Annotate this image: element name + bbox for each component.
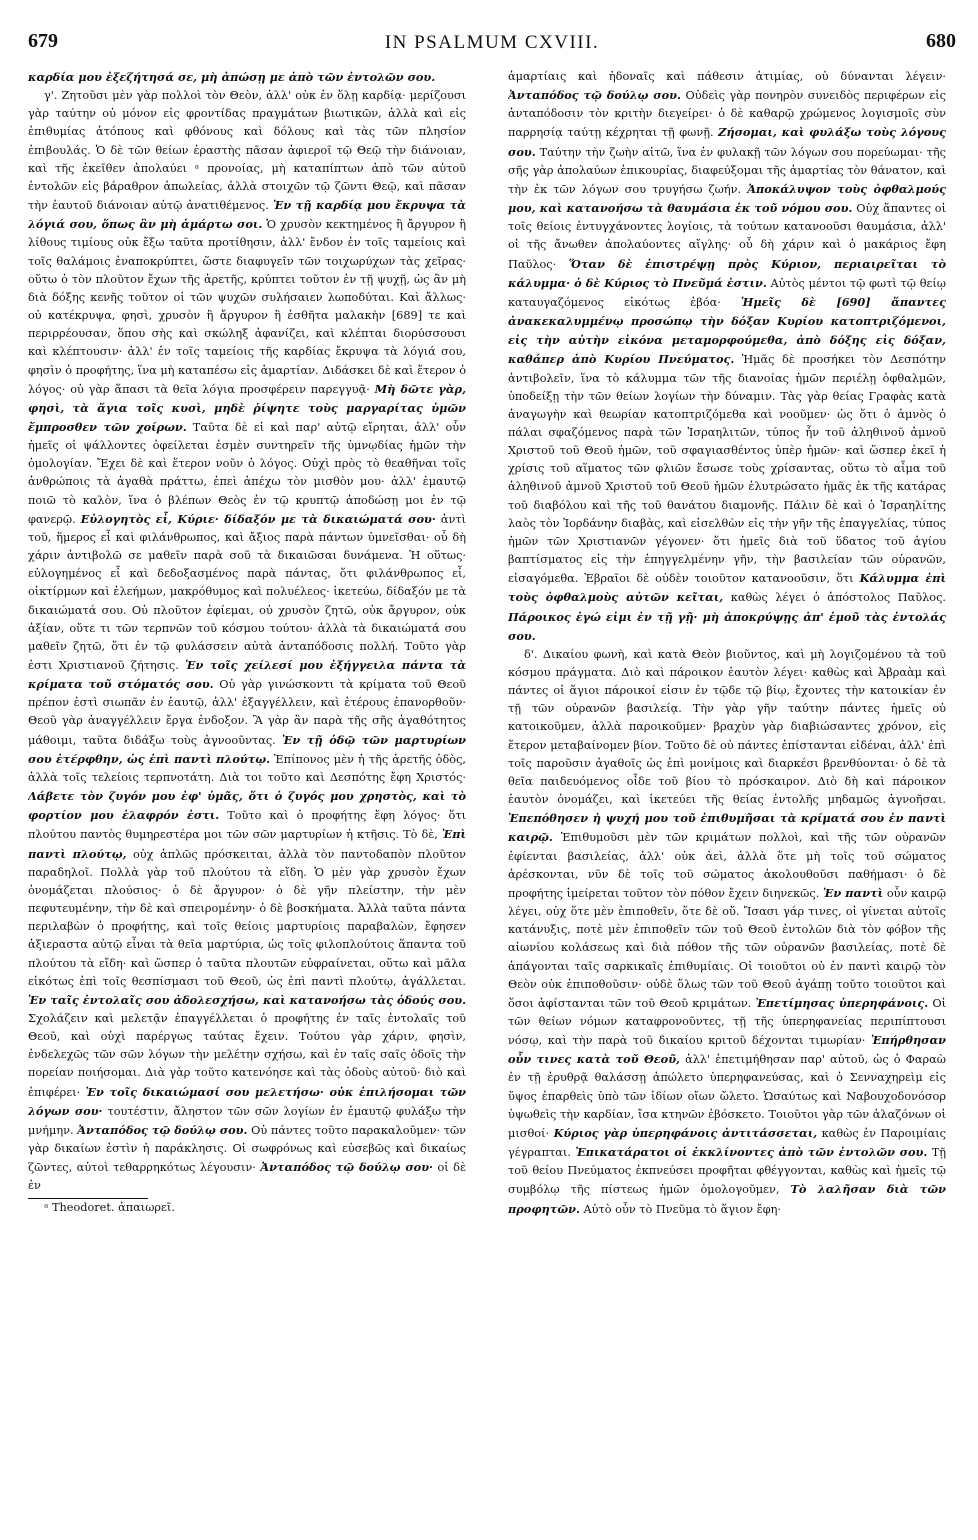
commentary-text: Οὐδεὶς γὰρ πονηρὸν συνειδὸς περιφέρων εἰς ἀνταπόδοσιν τὸν κριτὴν διεγείρει· ὁ δὲ καθαρῷ χρώμενος λογισμοῖς σὺν παρρησίᾳ ταύτῃ κέχρηται τῇ φωνῇ.: [508, 89, 946, 140]
commentary-text: τουτέστιν, ἄληστον τῶν σῶν λογίων ἐν ἐμαυτῷ φυλάξω τὴν μνήμην.: [28, 1104, 466, 1137]
paragraph: [508, 646, 946, 1219]
scripture-quote: Κάλυμμα ἐπὶ τοὺς ὀφθαλμοὺς αὐτῶν κεῖται,: [508, 571, 946, 605]
right-column: [508, 68, 946, 1533]
scripture-quote: Ἐν τοῖς χείλεσί μου ἐξήγγειλα πάντα τὰ κρίματα τοῦ στόματός σου.: [28, 658, 466, 692]
commentary-text: οἱ δὲ ἐν: [28, 1161, 466, 1193]
scripture-quote: Ἡμεῖς δὲ [690] ἅπαντες ἀνακεκαλυμμένῳ προσώπῳ τὴν δόξαν Κυρίου κατοπτριζόμενοι, εἰς τὴν αὐτὴν εἰκόνα μεταμορφούμεθα, ἀπὸ δόξης εἰς δόξαν, καθάπερ ἀπὸ Κυρίου Πνεύματος.: [508, 294, 946, 367]
commentary-text: Αὐτὸς μέντοι τῷ φωτὶ τῷ θείῳ καταυγαζόμενος εἰκότως ἐβόα·: [508, 276, 946, 309]
commentary-text: δ'. Δικαίου φωνὴ, καὶ κατὰ Θεὸν βιοῦντος, καὶ μὴ λογιζομένου τὰ τοῦ κόσμου πράγματα. Διὸ καὶ πάροικον ἑαυτὸν λέγει· καθὼς καὶ Ἀβραὰμ καὶ πάντες οἱ ἅγιοι πάροικοί εἰσιν ἐν τῷδε τῷ βίῳ, ἔχοντες τὴν κατοικίαν ἐν τῇ τῶν οὐρανῶν βασιλείᾳ. Τὴν γὰρ γῆν ταύτην πάντες ἡμεῖς οὐ κατοικοῦμεν, ἀλλὰ παροικοῦμεν· βραχὺν γὰρ διαβιώσαντες χρόνον, εἰς ἕτερον μεταβαίνομεν βίον. Τοῦτο δὲ οὐ πάντες ἐπίστανται εἰδέναι, ἀλλ' ἐπὶ τοῖς παροῦσιν ἀγαθοῖς ὡς ἐπὶ μονίμοις καὶ διαρκέσι βρενθύονται· ὁ δὲ τὰ θεῖα παιδευόμενος οἶδε τοῦ βίου τὸ πρόσκαιρον. Διὸ δὴ καὶ πάροικον ἑαυτὸν ὀνομάζει, καὶ ἱκετεύει τῆς θείας ἐντολῆς μηδαμῶς ἀγνοῆσαι.: [508, 647, 946, 807]
scripture-quote: Ἐν ταῖς ἐντολαῖς σου ἀδολεσχήσω, καὶ κατανοήσω τὰς ὁδούς σου.: [28, 992, 466, 1007]
scripture-quote: Ἐν τῇ ὁδῷ τῶν μαρτυρίων σου ἐτέρφθην, ὡς ἐπὶ παντὶ πλούτῳ.: [28, 732, 466, 766]
commentary-text: Ταύτην τὴν ζωὴν αἰτῶ, ἵνα ἐν φυλακῇ τῶν λόγων σου πορεύωμαι· τῆς σῆς γὰρ ἀπολαύων ἐπικουρίας, διαφεύξομαι τῆς ἁμαρτίας τὸν θάνατον, καὶ τὴν ἐκ τῶν λόγων σου τρυγήσω ζωήν.: [508, 145, 946, 196]
page-number-left: 679: [28, 30, 58, 52]
scripture-quote: Ἀποκάλυψον τοὺς ὀφθαλμούς μου, καὶ κατανοήσω τὰ θαυμάσια ἐκ τοῦ νόμου σου.: [508, 181, 946, 216]
scripture-quote: Ὅταν δὲ ἐπιστρέψῃ πρὸς Κύριον, περιαιρεῖται τὸ κάλυμμα· ὁ δὲ Κύριος τὸ Πνεῦμά ἐστιν.: [508, 256, 946, 290]
scripture-quote: Ἀνταπόδος τῷ δούλῳ σου.: [77, 1122, 248, 1137]
commentary-text: καθὼς λέγει ὁ ἀπόστολος Παῦλος.: [730, 591, 946, 605]
scripture-quote: Λάβετε τὸν ζυγόν μου ἐφ' ὑμᾶς, ὅτι ὁ ζυγός μου χρηστὸς, καὶ τὸ φορτίον μου ἐλαφρόν ἐστι.: [28, 789, 466, 823]
scripture-quote: Ἀνταπόδος τῷ δούλῳ σου·: [260, 1160, 433, 1175]
commentary-text: ἀντὶ τοῦ, ἥμερος εἶ καὶ φιλάνθρωπος, καὶ ἄξιος παρὰ πάντων ὑμνεῖσθαι· οὗ δὴ χάριν ἀντιβολῶ σε μαθεῖν παρὰ σοῦ τὰ δικαιῶσαι δυνάμενα. Ἡ οὕτως· εὐλογημένος εἶ καὶ δεδοξασμένος παρὰ πάντας, ὅτι φιλάνθρωπος εἶ, οἰκτίρμων καὶ ἐλεήμων, μακρόθυμος καὶ πολυέλεος· ἱκετεύω, δίδαξόν με τὰ δικαιώματά σου. Οὐ πλοῦτον ἐφίεμαι, οὐ χρυσὸν ζητῶ, οὐκ ἄργυρον, οὐκ ἀξίαν, οὔτε τι τῶν τερπνῶν τοῦ κόσμου τούτου· ἀλλὰ τὰ δικαιώματά σου μαθεῖν ζητῶ, ὅτι ἐν τῷ φυλάσσειν αὐτὰ ἀνταπόδοσις πολλή. Τοῦτο γὰρ ἐστι Χριστιανοῦ ζήτησις.: [28, 512, 466, 672]
running-title: IN PSALMUM CXVIII.: [384, 32, 600, 53]
scripture-quote: Ἐπετίμησας ὑπερηφάνοις.: [755, 995, 929, 1010]
scripture-quote: Ἐν τῇ καρδίᾳ μου ἔκρυψα τὰ λόγιά σου, ὅπως ἂν μὴ ἁμάρτω σοι.: [28, 198, 466, 232]
scripture-quote: Ζήσομαι, καὶ φυλάξω τοὺς λόγους σου.: [508, 125, 946, 159]
commentary-text: καθὼς ἐν Παροιμίαις γέγραπται.: [508, 1126, 946, 1160]
scripture-quote: Τὸ λαλῆσαν διὰ τῶν προφητῶν.: [508, 1182, 946, 1216]
scripture-quote: Ἀνταπόδος τῷ δούλῳ σου.: [508, 88, 681, 103]
running-header: [28, 30, 956, 60]
commentary-text: Τῇ τοῦ θείου Πνεύματος ἐκπνεύσει προφῆται φθέγγονται, καθὼς καὶ ἡμεῖς τῷ συμβόλῳ τῆς πίστεως ἡμῶν ὁμολογοῦμεν,: [508, 1146, 946, 1197]
paragraph: [508, 68, 946, 646]
commentary-text: Ἡμᾶς δὲ προσήκει τὸν Δεσπότην ἀντιβολεῖν, ἵνα τὸ κάλυμμα τῶν τῆς διανοίας ἡμῶν περιέλῃ ὀφθαλμῶν, ὑποδείξῃ τὴν τῶν θείων λογίων τὴν δύναμιν. Τὰς γὰρ θείας Γραφὰς κατὰ ἀναγωγὴν καὶ θεωρίαν κατοπτριζόμεθα καὶ νοοῦμεν· ὡς ὅτι ὁ ἀμνὸς ὁ πάλαι σφαζόμενος παρὰ τῶν Ἰσραηλιτῶν, τύπος ἦν τοῦ ἀληθινοῦ ἀμνοῦ Χριστοῦ τοῦ Θεοῦ ἡμῶν, τοῦ σφαγιασθέντος ὑπὲρ ἡμῶν· καὶ ὥσπερ ἐκεῖ ἡ χρίσις τοῦ αἵματος τῶν φλιῶν ἔσωσε τοὺς χρίσαντας, οὕτω τὸ αἷμα τοῦ ἀληθινοῦ ἀμνοῦ Χριστοῦ τοῦ Θεοῦ ἡμῶν ἐλυτρώσατο ἡμᾶς ἐκ τῆς κατάρας τοῦ διαβόλου καὶ τῆς τοῦ θανάτου διαμονῆς. Πάλιν δὲ καὶ ὁ Ἰσραηλίτης λαὸς τὸν Ἰορδάνην διαβὰς, καὶ εἰσελθὼν εἰς τὴν γῆν τῆς ἐπαγγελίας, τύπος ἡμῶν τῶν Χριστιανῶν γέγονεν· ὅτι ἡμεῖς διὰ τοῦ ὕδατος τοῦ ἁγίου βαπτίσματος εἰς τὴν ἐπηγγελμένην γῆν, τὴν βασιλείαν τῶν οὐρανῶν, εἰσαγόμεθα. Ἑβραῖοι δὲ οὐδὲν τοιοῦτον κατανοοῦσιν, ὅτι: [508, 353, 946, 586]
scripture-quote: Εὐλογητὸς εἶ, Κύριε· δίδαξόν με τὰ δικαιώματά σου·: [80, 511, 436, 526]
commentary-text: Ἐπίπονος μὲν ἡ τῆς ἀρετῆς ὁδὸς, ἀλλὰ τοῖς τελείοις τερπνοτάτη. Διὰ τοι τοῦτο καὶ Δεσπότης ἔφη Χριστός·: [28, 752, 466, 784]
paragraph: [28, 87, 466, 1195]
scripture-quote: Ἐπικατάρατοι οἱ ἐκκλίνοντες ἀπὸ τῶν ἐντολῶν σου.: [575, 1145, 928, 1160]
commentary-text: ἀλλ' ἐπετιμήθησαν παρ' αὐτοῦ, ὡς ὁ Φαραὼ ἐν τῇ ἐρυθρᾷ θαλάσσῃ ἀπώλετο ὑπερηφανεύσας, καὶ ὁ Σενναχηρεὶμ εἰς ὕψος ἐπαρθεὶς ὑπὸ τῶν ἰδίων οἴων ὤλετο. Ὡσαύτως καὶ Ναβουχοδονόσορ ὑψωθεὶς τὴν καρδίαν, ἴσα κτηνῶν ἐβόσκετο. Τοιοῦτοι γὰρ τῶν ἀλαζόνων οἱ μισθοί·: [508, 1053, 946, 1140]
scripture-quote: Ἐπὶ παντὶ πλούτῳ,: [28, 827, 466, 861]
scripture-quote: Ἐπεπόθησεν ἡ ψυχή μου τοῦ ἐπιθυμῆσαι τὰ κρίματά σου ἐν παντὶ καιρῷ.: [508, 811, 946, 845]
commentary-text: Ὁ χρυσὸν κεκτημένος ἢ ἄργυρον ἢ λίθους τιμίους οὐκ ἔξω ταῦτα προτίθησιν, ἀλλ' ἔνδον ἐν τοῖς ταμείοις καὶ τοῖς θαλάμοις ἐναποκρύπτει, ὥστε διαφυγεῖν τῶν τοιχωρύχων τὰς χεῖρας· οὕτω ὁ τὸν πλοῦτον ἔχων τῆς ἀρετῆς, κρύπτει τοῦτον ἐν τῇ ψυχῇ, ὡς ἂν μὴ διὰ δόξης κενῆς τοῦτον οἱ τῶν ψυχῶν συλήσαιεν λωποδύται. Καὶ ἄλλως· οὐ κατέκρυψα, φησὶ, χρυσὸν ἢ ἄργυρον ἢ ἐσθῆτα μαλακὴν [689] τε καὶ περιρρέουσαν, ὅπου σὴς καὶ σκώληξ ἀφανίζει, καὶ κλέπται διορύσσουσι καὶ κλέπτουσιν· ἀλλ' ἐν τοῖς ταμείοις τῆς καρδίας ἔκρυψα τὰ λόγιά σου, φησὶν ὁ προφήτης, ἵνα μὴ καταπέσω εἰς ἁμαρτίαν. Διδάσκει δὲ καὶ ἕτερον ὁ λόγος· οὐ γὰρ ἅπασι τὰ θεῖα λόγια προσφέρειν παρεγγυᾷ·: [28, 218, 466, 396]
commentary-text: Οὐ πάντες τοῦτο παρακαλοῦμεν· τῶν γὰρ δικαίων ἐστὶν ἡ παράκλησις. Οἱ σωφρόνως καὶ εὐσεβῶς καὶ δικαίως ζῶντες, αὐτοὶ τεθαρρηκότως λέγουσιν·: [28, 1123, 466, 1175]
commentary-text: Ταῦτα δὲ εἰ καὶ παρ' αὐτῷ εἴρηται, ἀλλ' οὖν ἡμεῖς οἱ ψάλλοντες ὀφείλεται ἐσμὲν συντηρεῖν τῆς ὑμνῳδίας ἡμῶν τὴν ὁμολογίαν. Ἔχει δὲ καὶ ἕτερον νοῦν ὁ λόγος. Οὐχὶ πρὸς τὸ θεαθῆναι τοῖς ἀνθρώποις τὰ ἀγαθὰ πράττω, ἐπεὶ ἀπέχω τὸν μισθὸν μου· ἀλλ' ἐμαυτῷ ποιῶ τὸ καλὸν, ἵνα ὁ βλέπων Θεὸς ἐν τῷ κρυπτῷ ἀποδώσῃ μοι ἐν τῷ φανερῷ.: [28, 420, 466, 526]
scripture-quote: Ἐπήρθησαν οὖν τινες κατὰ τοῦ Θεοῦ,: [508, 1033, 946, 1067]
paragraph: [28, 68, 466, 87]
commentary-text: Τοῦτο καὶ ὁ προφήτης ἔφη λόγος· ὅτι πλούτου παντὸς θυμηρεστέρα μοι τῶν σῶν μαρτυρίων ἡ κτῆσις. Τὸ δὲ,: [28, 809, 466, 842]
scripture-quote: Μὴ δῶτε γὰρ, φησὶ, τὰ ἅγια τοῖς κυσὶ, μηδὲ ῥίψητε τοὺς μαργαρίτας ὑμῶν ἔμπροσθεν τῶν χοίρων.: [28, 381, 466, 434]
footnote: ᵃ Theodoret. ἀπαιωρεῖ.: [44, 1200, 175, 1214]
commentary-text: οὖν καιρῷ λέγει, οὐχ ὅτε μὲν ἐπιποθεῖν, ὅτε δὲ οὔ. Ἴσασι γάρ τινες, οἱ γίνεται αὐτοῖς κατάνυξις, ποτὲ μὲν ἐπιποθεῖν τῶν τοῦ Θεοῦ ἐντολῶν διὰ τὸν φόβον τῆς αἰωνίου κολάσεως καὶ διὰ πόθον τῆς τῶν οὐρανῶν βασιλείας, ποτὲ δὲ ἀπάγονται ταῖς σαρκικαῖς ἐπιθυμίαις. Οἱ τοιοῦτοι οὐ ἐν παντὶ καιρῷ τὸν Θεὸν οὐκ ἐπιποθοῦσιν· οὐδὲ ὅλως τῶν τοῦ Θεοῦ ἀγάπῃ τοῦτο τοιοῦτοι καὶ ὅσοι ἀφίστανται τῶν τοῦ Θεοῦ κριμάτων.: [508, 886, 946, 1010]
commentary-text: γ'. Ζητοῦσι μὲν γὰρ πολλοὶ τὸν Θεὸν, ἀλλ' οὐκ ἐν ὅλῃ καρδίᾳ· μερίζουσι γὰρ ταύτην οὐ μόνον εἰς φροντίδας πραγμάτων βιωτικῶν, ἀλλὰ καὶ εἰς ἐπιθυμίας ἀτόπους καὶ φθόνους καὶ δόλους καὶ τὰς τῶν πλησίον ἐπιβουλάς. Ὁ δὲ τῶν θείων ἐραστὴς πᾶσαν ἀφιεροῖ τῷ Θεῷ τὴν διάνοιαν, καὶ τῆς ἐκεῖθεν ἀπολαύει ᵃ προνοίας, μὴ καταπίπτων ἀπὸ τῶν αὐτοῦ ἐντολῶν εἰς βάραθρον ἀπωλείας, ἀλλὰ στοιχῶν τῷ ζῶντι Θεῷ, καὶ πᾶσαν τὴν ἑαυτοῦ διάνοιαν αὐτῷ ἀνατιθέμενος.: [28, 89, 466, 213]
commentary-text: Οὐχ ἅπαντες οἱ τοῖς θείοις ἐντυγχάνοντες λογίοις, τὰ τούτων κατανοοῦσι θαυμάσια, ἀλλ' οἱ τῆς ἄνωθεν ἀπολαύοντες αἴγλης· οὗ δὴ χάριν καὶ ὁ μακάριος ἔφη Παῦλος·: [508, 202, 946, 271]
commentary-text: Οἱ τῶν θείων νόμων καταφρονοῦντες, τῇ τῆς ὑπερηφανείας περιπίπτουσι νόσῳ, καὶ τὴν παρὰ τοῦ δικαίου κριτοῦ δέχονται τιμωρίαν·: [508, 996, 946, 1048]
commentary-text: Οὐ γὰρ γινώσκοντι τὰ κρίματα τοῦ Θεοῦ πρέπον ἐστὶ σιωπᾶν ἐν ἑαυτῷ, ἀλλ' ἐξαγγέλλειν, καὶ ἑτέρους ἐπανορθοῦν· Θεοῦ γὰρ ἀναγγέλλειν ἔργα ἐνδοξον. Ἃ γὰρ ἂν παρὰ τῆς σῆς ἀγαθότητος μάθοιμι, ταῦτα διδάξω τοὺς ἀγνοοῦντας.: [28, 678, 466, 747]
page-number-right: 680: [926, 30, 956, 52]
scripture-quote: Κύριος γὰρ ὑπερηφάνοις ἀντιτάσσεται,: [553, 1125, 818, 1140]
scripture-quote: καρδία μου ἐξεζήτησά σε, μὴ ἀπώσῃ με ἀπὸ τῶν ἐντολῶν σου.: [28, 70, 436, 84]
scripture-quote: Ἐν παντὶ: [823, 885, 884, 900]
scripture-quote: Ἐν τοῖς δικαιώμασί σου μελετήσω· οὐκ ἐπιλήσομαι τῶν λόγων σου·: [28, 1084, 466, 1118]
commentary-text: Αὐτὸ οὖν τὸ Πνεῦμα τὸ ἅγιον ἔφη·: [583, 1202, 781, 1216]
commentary-text: ἁμαρτίαις καὶ ἡδοναῖς καὶ πάθεσιν ἀτιμίας, οὐ δύνανται λέγειν·: [508, 70, 946, 83]
scripture-quote: Πάροικος ἐγώ εἰμι ἐν τῇ γῇ· μὴ ἀποκρύψῃς ἀπ' ἐμοῦ τὰς ἐντολάς σου.: [508, 609, 946, 643]
commentary-text: οὐχ ἁπλῶς πρόσκειται, ἀλλὰ τὸν παντοδαπὸν πλοῦτον παραδηλοῖ. Πολλὰ γὰρ τοῦ πλούτου τὰ εἴδη. Ὁ μὲν γὰρ χρυσὸν ἔχων ὀνομάζεται πλούσιος· ὁ δὲ ἄργυρον· ὁ δὲ γῆν πλείστην, τὴν μὲν πεφυτευμένην, τὴν δὲ καὶ σπειρομένην· ὁ δὲ βοσκήματα. Ἀλλὰ ταῦτα πάντα περιλαβὼν ὁ προφήτης, καὶ τοῖς θείοις μαρτυρίοις παραβαλὼν, ἔφησεν ἀξιεραστα αὐτῷ εἶναι τὰ θεῖα μαρτύρια, ὡς τοῖς φιλοπλούτοις ἅπαντα τοῦ πλούτου τὰ εἴδη· καὶ ὥσπερ ὁ ταῦτα πλουτῶν εὐφραίνεται, οὕτω καὶ μᾶλα εἰκότως ἐπὶ τοῖς θεσπίσμασι τοῦ Θεοῦ, ὡς ἐπὶ παντὶ πλούτῳ, ἀγάλλεται.: [28, 847, 466, 988]
commentary-text: Ἐπιθυμοῦσι μὲν τῶν κριμάτων πολλοὶ, καὶ τῆς τῶν οὐρανῶν ἐφίενται βασιλείας, ἀλλ' οὐκ ἀεὶ, ἀλλὰ ὅτε μὴ τοῖς τοῦ σώματος ἀρέσκονται, νῦν δὲ τοῖς τοῦ σώματος ἀκολουθοῦσι παθήμασι· ὁ δὲ προφήτης ἱμείρεται τοῦτον τὸν πόθον ἔχειν διηνεκῶς.: [508, 831, 946, 900]
commentary-text: Σχολάζειν καὶ μελετᾷν ἐπαγγέλλεται ὁ προφήτης ἐν ταῖς ἐντολαῖς τοῦ Θεοῦ, καὶ οὐχὶ παρέργως ταύτας ἔχειν. Τούτου γὰρ χάριν, φησὶν, ἐνδελεχῶς τῶν σῶν λόγων τὴν μελέτην σχήσω, καὶ ἐν ταῖς σαῖς ὁδοῖς τὴν πορείαν ποιήσομαι. Διὰ γὰρ τοῦτο κατενόησε καὶ τὰς ὁδοὺς αὐτοῦ· διὸ καὶ ἐπιφέρει·: [28, 1011, 466, 1099]
left-column: [28, 68, 466, 1533]
